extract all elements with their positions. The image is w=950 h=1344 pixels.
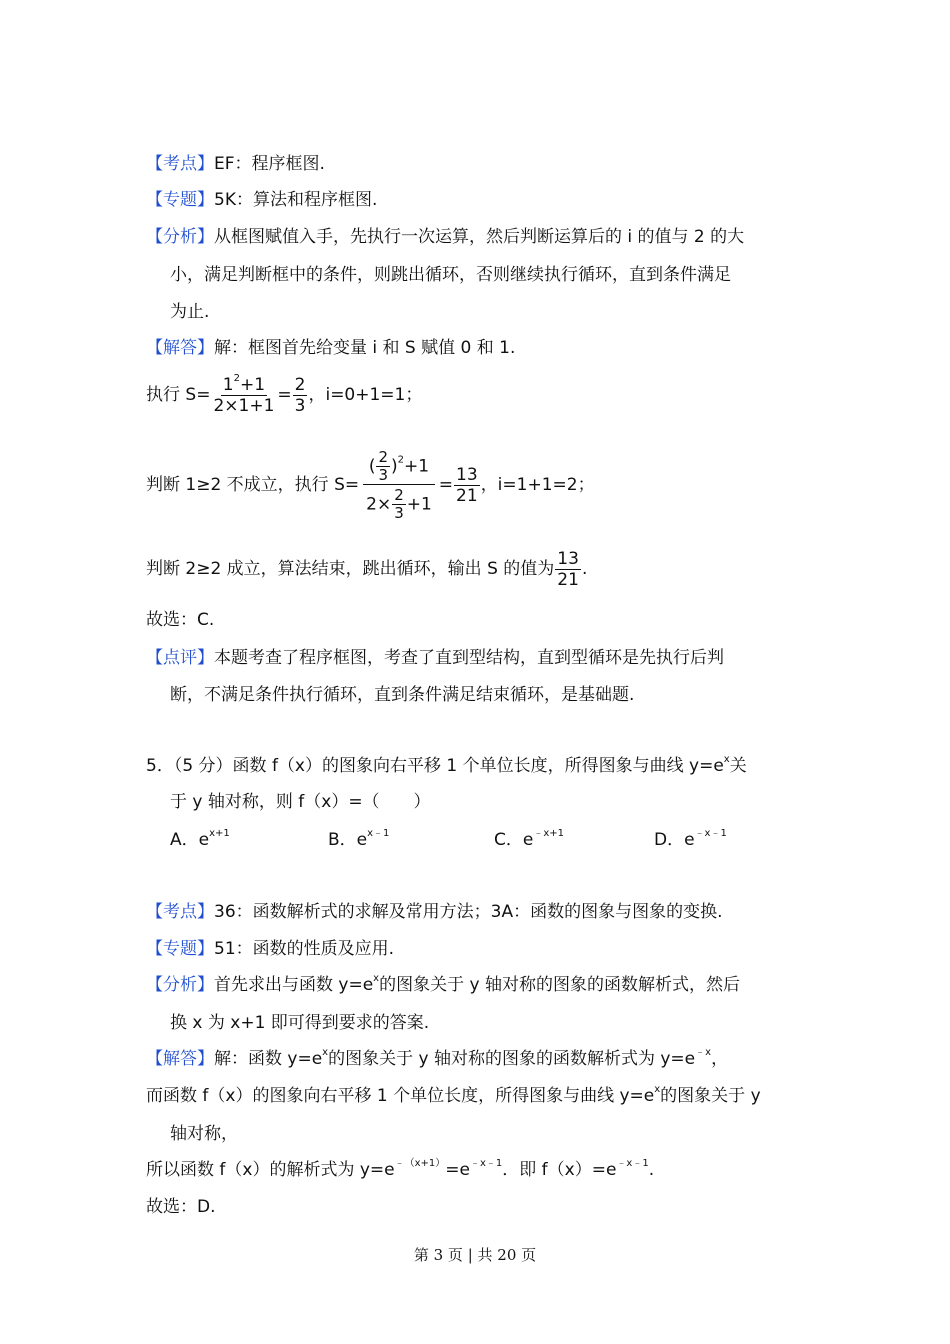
step3-prefix: 判断 2≥2 成立，算法结束，跳出循环，输出 S 的值为 — [146, 559, 555, 579]
step3-suffix: . — [581, 559, 588, 579]
option-b[interactable]: B．$e^{x﹣1}$ — [328, 828, 390, 850]
step2-prefix: 判断 1≥2 不成立，执行 S= — [146, 475, 360, 495]
option-d[interactable]: D．$e^{﹣x﹣1}$ — [654, 828, 727, 850]
kaodian-line-2 — [146, 900, 722, 924]
dianping-line-2: 断，不满足条件执行循环，直到条件满足结束循环，是基础题. — [170, 685, 635, 705]
option-c[interactable]: C．$e^{﹣x+1}$ — [494, 828, 565, 850]
kaodian-text: EF：程序框图. — [214, 154, 325, 174]
kaodian-line-1 — [146, 152, 325, 176]
step1-fraction: $\frac{1^2+1}{2\times 1+1}$ — [213, 372, 275, 416]
question5-line-2: 于 y 轴对称，则 f（x）=（ ） — [170, 792, 431, 812]
fenxi-text-1: 从框图赋值入手，先执行一次运算，然后判断运算后的 i 的值与 2 的大 — [214, 227, 745, 247]
step1-formula: 执行 S= $\frac{1^2+1}{2\times 1+1}$ = $\frac{2}{3}$ ，i=0+1=1； — [146, 372, 423, 416]
step3-formula — [146, 546, 587, 592]
jieda-tag: 【解答】 — [146, 338, 214, 358]
zhuanti-text: 5K：算法和程序框图. — [214, 190, 378, 210]
fenxi-line-1 — [146, 225, 744, 249]
dianping-tag: 【点评】 — [146, 648, 214, 668]
zhuanti-text: 51：函数的性质及应用. — [214, 939, 395, 959]
step2-fraction: ( $\frac{2}{3}$ )$^2$+1 2× $\frac{2}{3}$ +1 — [360, 449, 438, 522]
page-footer: 第 3 页 | 共 20 页 — [413, 1246, 537, 1264]
question5-line-1: 5．（5 分）函数 f（x）的图象向右平移 1 个单位长度，所得图象与曲线 $y=e^x$关 — [146, 754, 747, 776]
step1-prefix: 执行 S= — [146, 385, 211, 405]
dianping-text-1: 本题考查了程序框图，考查了直到型结构，直到型循环是先执行后判 — [214, 648, 724, 668]
step2-formula: 判断 1≥2 不成立，执行 S= ( $\frac{2}{3}$ )$^2$+1 2× $\frac{2}{3}$ +1 = $\frac{13}{21}$ ，i=1+1=2； — [146, 447, 595, 522]
kaodian-text: 36：函数解析式的求解及常用方法；3A：函数的图象与图象的变换. — [214, 902, 723, 922]
step3-result-fraction: $\frac{13}{21}$ — [557, 548, 579, 590]
jieda-text: 解：框图首先给变量 i 和 S 赋值 0 和 1. — [214, 338, 516, 358]
zhuanti-line-1 — [146, 188, 377, 212]
fenxi-tag: 【分析】 — [146, 975, 214, 995]
fenxi-line-3: 为止. — [170, 302, 210, 322]
jieda-line-b1: 【解答】解：函数 $y=e^x$的图象关于 y 轴对称的图象的函数解析式为 $y=e^{﹣x}$， — [146, 1047, 729, 1069]
step1-suffix: ，i=0+1=1； — [308, 385, 423, 405]
step1-result-fraction: $\frac{2}{3}$ — [294, 374, 306, 416]
step2-result-fraction: $\frac{13}{21}$ — [456, 464, 478, 506]
jieda-line-1 — [146, 336, 515, 360]
kaodian-tag: 【考点】 — [146, 902, 214, 922]
jieda-line-b3: 轴对称， — [170, 1124, 238, 1144]
option-a[interactable]: A．$e^{x+1}$ — [170, 828, 230, 850]
fenxi-line-2: 小，满足判断框中的条件，则跳出循环，否则继续执行循环，直到条件满足 — [170, 265, 731, 285]
guxuan-2: 故选：D. — [146, 1197, 216, 1217]
guxuan-1: 故选：C. — [146, 610, 215, 630]
dianping-line-1 — [146, 646, 724, 670]
fenxi-tag: 【分析】 — [146, 227, 214, 247]
step2-suffix: ，i=1+1=2； — [480, 475, 595, 495]
kaodian-tag: 【考点】 — [146, 154, 214, 174]
zhuanti-line-2 — [146, 937, 394, 961]
jieda-line-b2: 而函数 f（x）的图象向右平移 1 个单位长度，所得图象与曲线 $y=e^x$的图象关于 y — [146, 1084, 761, 1106]
zhuanti-tag: 【专题】 — [146, 190, 214, 210]
fenxi-line-b2: 换 x 为 x+1 即可得到要求的答案. — [170, 1013, 430, 1033]
zhuanti-tag: 【专题】 — [146, 939, 214, 959]
fenxi-line-b1: 【分析】首先求出与函数 $y=e^x$的图象关于 y 轴对称的图象的函数解析式，然后 — [146, 973, 740, 995]
suoyi-line: 所以函数 f（x）的解析式为 $y=e^{﹣(x+1)}=e^{﹣x﹣1}$．即 $f(x)=e^{﹣x﹣1}$. — [146, 1158, 655, 1180]
jieda-tag: 【解答】 — [146, 1049, 214, 1069]
